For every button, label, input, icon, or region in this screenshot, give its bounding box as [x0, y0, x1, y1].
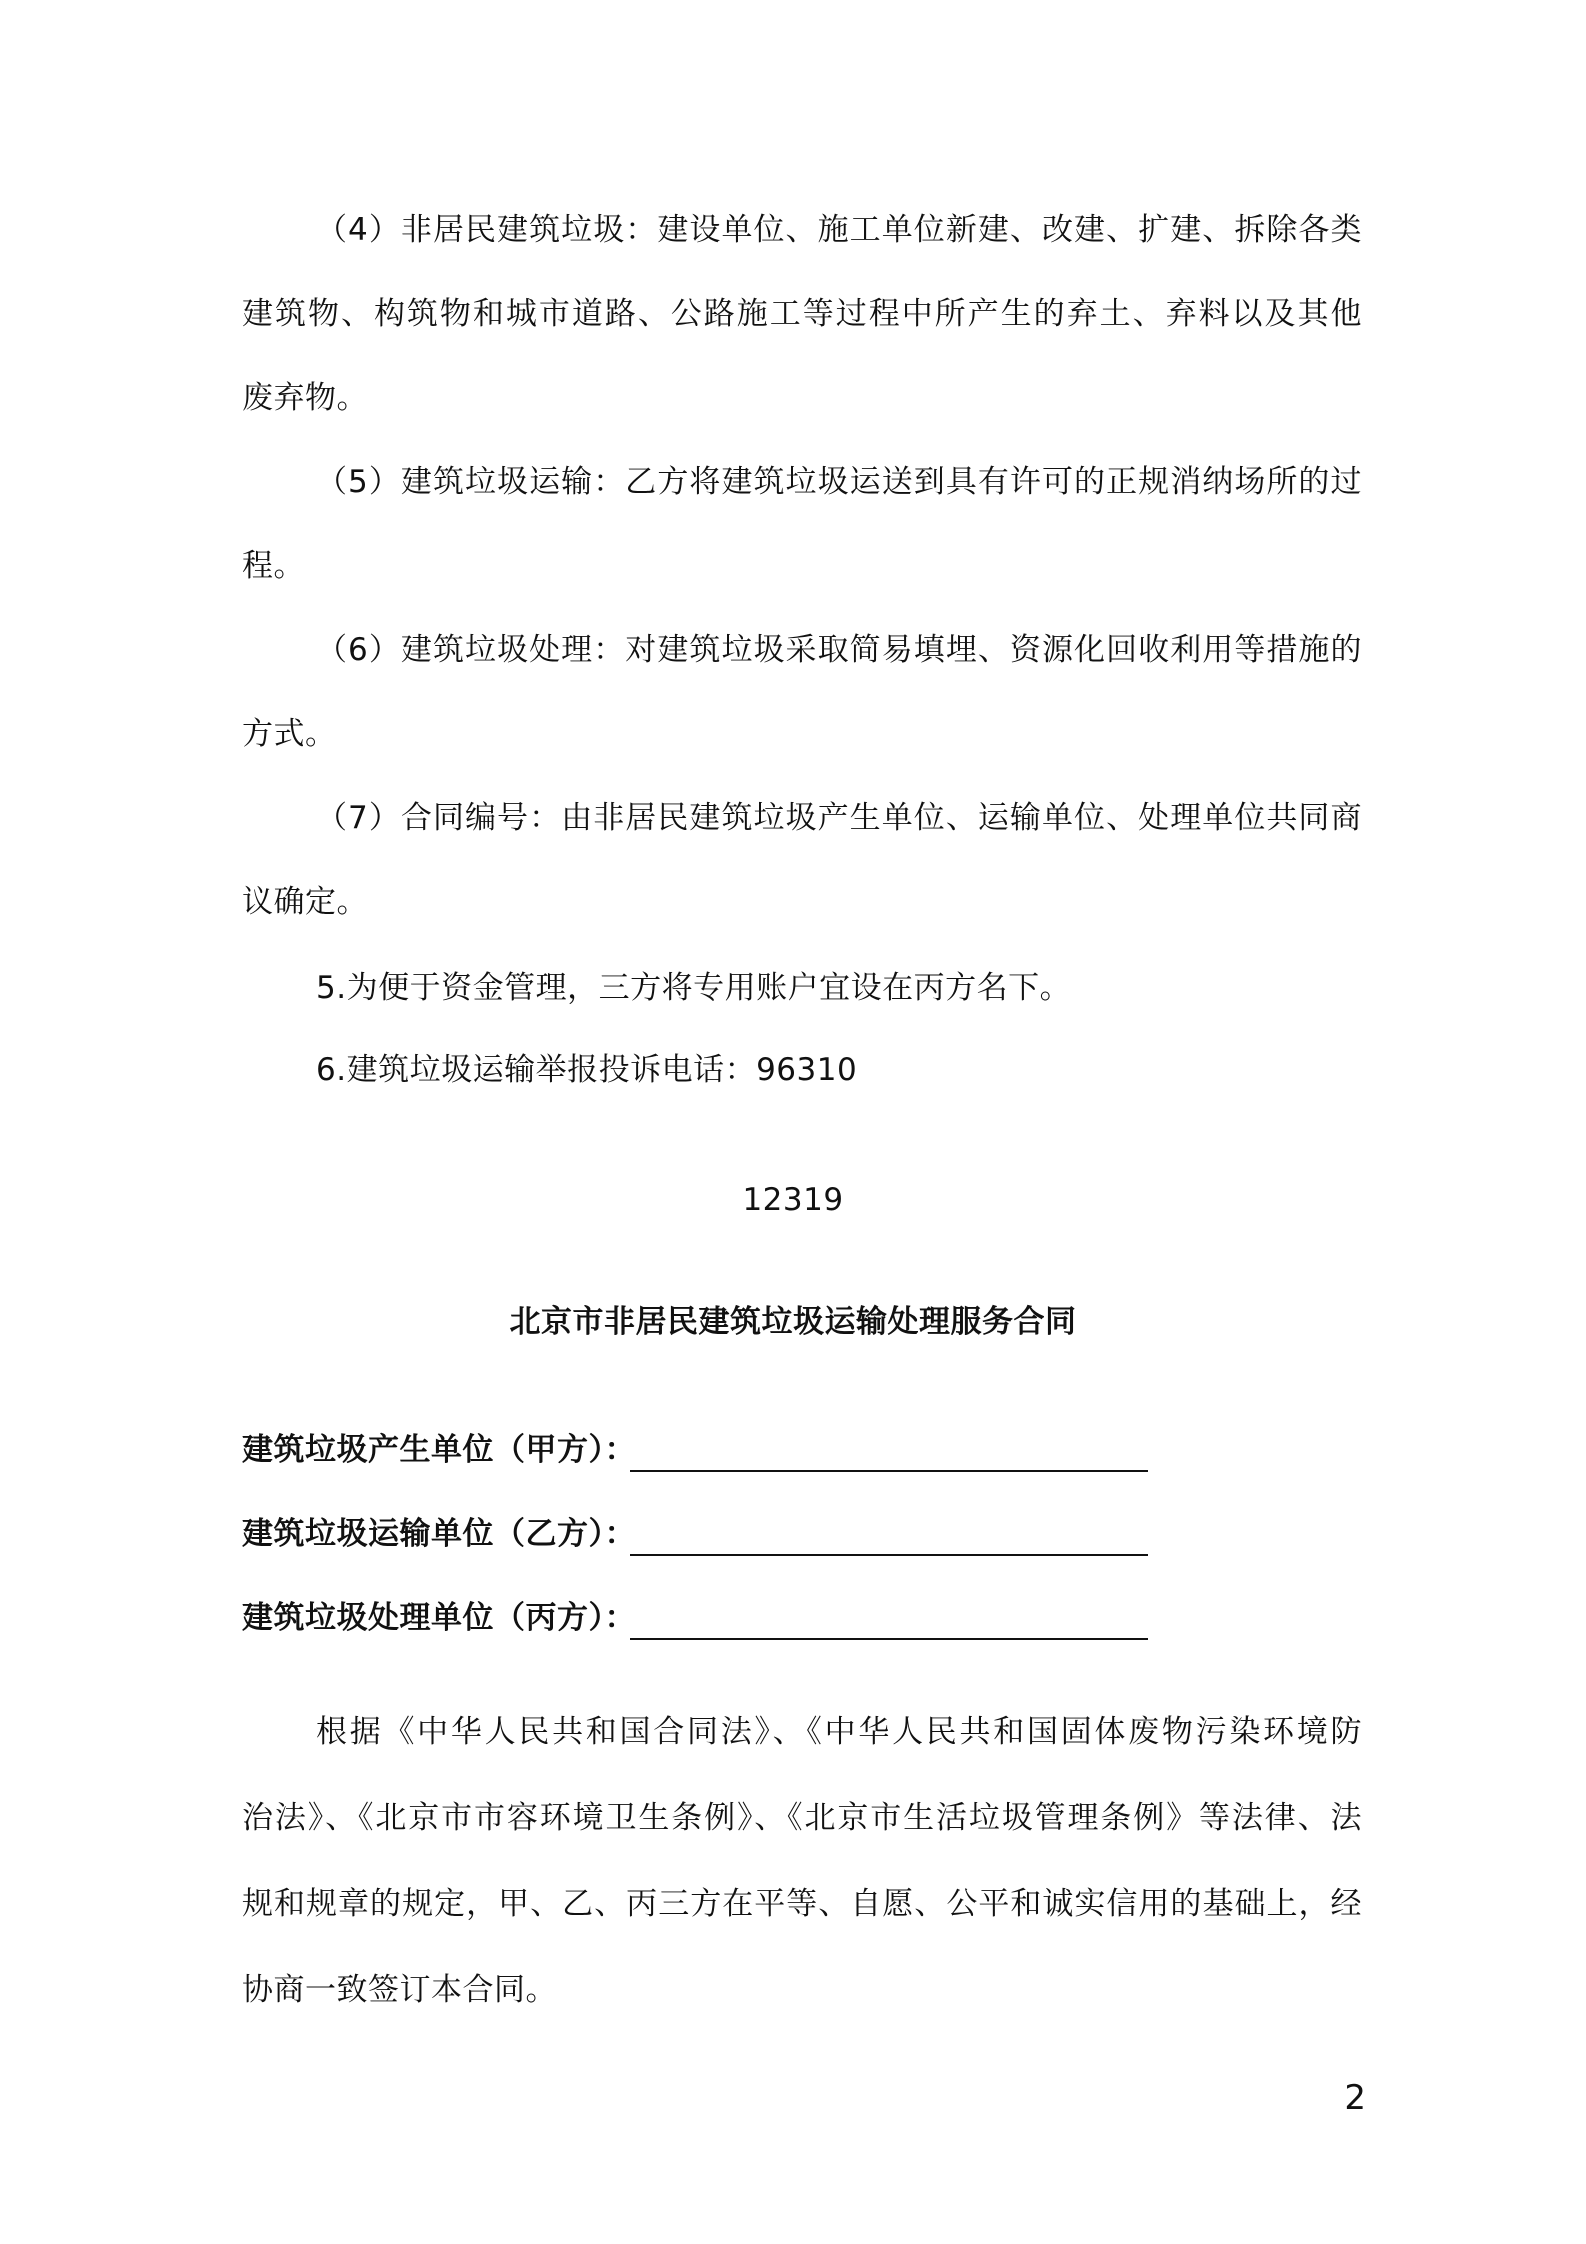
preamble-line-4: 协商一致签订本合同。: [242, 1972, 557, 2008]
party-a-label: 建筑垃圾产生单位（甲方）：: [242, 1432, 636, 1468]
party-a-blank-field[interactable]: [630, 1470, 1148, 1472]
definition-7-line-1: （7）合同编号：由非居民建筑垃圾产生单位、运输单位、处理单位共同商: [316, 800, 1362, 836]
party-c-label: 建筑垃圾处理单位（丙方）：: [242, 1600, 636, 1636]
item-5: 5.为便于资金管理，三方将专用账户宜设在丙方名下。: [316, 970, 1072, 1006]
definition-4-line-2: 建筑物、构筑物和城市道路、公路施工等过程中所产生的弃土、弃料以及其他: [242, 296, 1362, 332]
definition-7-line-2: 议确定。: [242, 884, 368, 920]
preamble-line-1: 根据《中华人民共和国合同法》、《中华人民共和国固体废物污染环境防: [316, 1714, 1362, 1750]
party-b-blank-field[interactable]: [630, 1554, 1148, 1556]
hotline-12319: 12319: [742, 1182, 844, 1218]
definition-5-line-1: （5）建筑垃圾运输：乙方将建筑垃圾运送到具有许可的正规消纳场所的过: [316, 464, 1362, 500]
contract-title: 北京市非居民建筑垃圾运输处理服务合同: [509, 1304, 1077, 1340]
party-c-blank-field[interactable]: [630, 1638, 1148, 1640]
page-number: 2: [1344, 2078, 1366, 2118]
definition-4-line-3: 废弃物。: [242, 380, 368, 416]
definition-6-line-1: （6）建筑垃圾处理：对建筑垃圾采取简易填埋、资源化回收利用等措施的: [316, 632, 1362, 668]
item-6-hotline: 6.建筑垃圾运输举报投诉电话：96310: [316, 1052, 858, 1088]
definition-4-line-1: （4）非居民建筑垃圾：建设单位、施工单位新建、改建、扩建、拆除各类: [316, 212, 1362, 248]
definition-6-line-2: 方式。: [242, 716, 337, 752]
party-b-label: 建筑垃圾运输单位（乙方）：: [242, 1516, 636, 1552]
definition-5-line-2: 程。: [242, 548, 305, 584]
preamble-line-2: 治法》、《北京市市容环境卫生条例》、《北京市生活垃圾管理条例》等法律、法: [242, 1800, 1362, 1836]
preamble-line-3: 规和规章的规定，甲、乙、丙三方在平等、自愿、公平和诚实信用的基础上，经: [242, 1886, 1362, 1922]
